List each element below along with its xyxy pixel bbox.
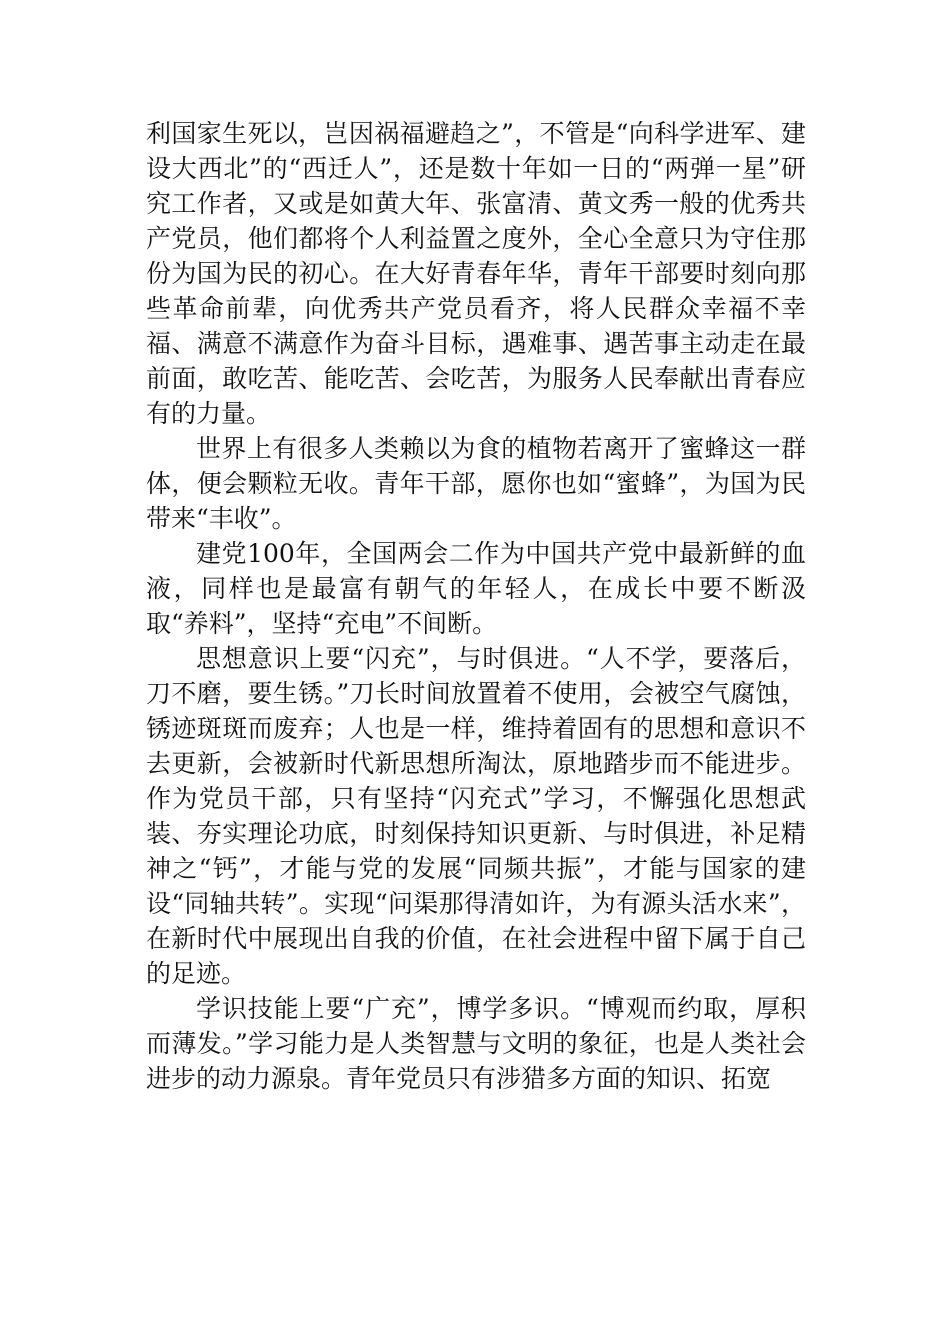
paragraph-party-100: 建党100年，全国两会二作为中国共产党中最新鲜的血液，同样也是最富有朝气的年轻人，在成长中要不断汲取“养料”，坚持“充电”不间断。 xyxy=(146,539,806,638)
paragraph-continued: 利国家生死以，岂因祸福避趋之”，不管是“向科学进军、建设大西北”的“西迁人”，还是数十年如一日的“两弹一星”研究工作者，又或是如黄大年、张富清、黄文秀一般的优秀共产党员，他们都将个人利益置之度外，全心全意只为守住那份为国为民的初心。在大好青春年华，青年干部要时刻向那些革命前辈，向优秀共产党员看齐，将人民群众幸福不幸福、满意不满意作为奋斗目标，遇难事、遇苦事主动走在最前面，敢吃苦、能吃苦、会吃苦，为服务人民奉献出青春应有的力量。 xyxy=(146,119,806,428)
document-body xyxy=(146,116,806,1096)
paragraph-knowledge-wide-charge: 学识技能上要“广充”，博学多识。“博观而约取，厚积而薄发。”学习能力是人类智慧与文明的象征，也是人类社会进步的动力源泉。青年党员只有涉猎多方面的知识、拓宽 xyxy=(146,994,806,1093)
paragraph-bees: 世界上有很多人类赖以为食的植物若离开了蜜蜂这一群体，便会颗粒无收。青年干部，愿你也如“蜜蜂”，为国为民带来“丰收”。 xyxy=(146,434,806,533)
paragraph-thought-flash-charge: 思想意识上要“闪充”，与时俱进。“人不学，要落后，刀不磨，要生锈。”刀长时间放置着不使用，会被空气腐蚀，锈迹斑斑而废弃；人也是一样，维持着固有的思想和意识不去更新，会被新时代新思想所淘汰，原地踏步而不能进步。作为党员干部，只有坚持“闪充式”学习，不懈强化思想武装、夯实理论功底，时刻保持知识更新、与时俱进，补足精神之“钙”，才能与党的发展“同频共振”，才能与国家的建设“同轴共转”。实现“问渠那得清如许，为有源头活水来”，在新时代中展现出自我的价值，在社会进程中留下属于自己的足迹。 xyxy=(146,644,806,988)
